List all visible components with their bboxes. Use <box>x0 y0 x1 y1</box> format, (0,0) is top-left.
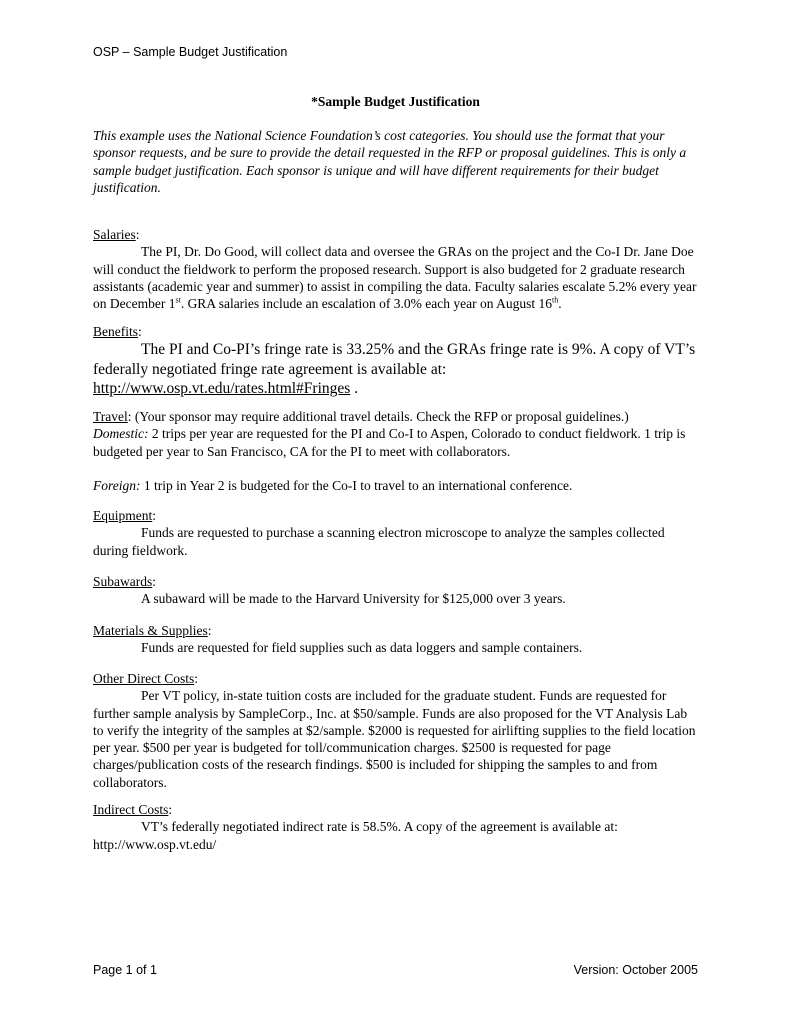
materials-text: Funds are requested for field supplies such as data loggers and sample containers. <box>141 640 583 656</box>
other-direct-costs-heading: Other Direct Costs <box>93 671 195 686</box>
travel-note: (Your sponsor may require additional travel details. Check the RFP or proposal guidelines.) <box>131 409 629 424</box>
benefits-section: Benefits: The PI and Co-PI’s fringe rate is 33.25% and the GRAs fringe rate is 9%. A copy of VT’s federally negotiated fringe rate agreement is available at: http://www.osp.vt.edu/rates.html#Fringes . <box>93 323 699 399</box>
benefits-text: The PI and Co-PI’s fringe rate is 33.25% and the GRAs fringe rate is 9%. A copy of VT’s federally negotiated fringe rate agreement is available at: http://www.osp.vt.edu/rates.html#Fringes . <box>93 341 696 398</box>
materials-section: Materials & Supplies: Funds are requested for field supplies such as data loggers and sample containers. <box>93 622 699 657</box>
salaries-text: The PI, Dr. Do Good, will collect data and oversee the GRAs on the project and the Co-I Dr. Jane Doe will conduct the fieldwork to perform the proposed research. Support is also budgeted for 2 graduate research assistants (academic year and summer) to assist in compiling the data. Faculty salaries escalate 5.2% every year on December 1st. GRA salaries include an escalation of 3.0% each year on August 16th. <box>93 244 697 312</box>
fringe-rates-link[interactable]: http://www.osp.vt.edu/rates.html#Fringes <box>93 380 351 398</box>
other-direct-costs-section: Other Direct Costs: Per VT policy, in-state tuition costs are included for the graduate student. Funds are requested for further sample analysis by SampleCorp., Inc. at $50/sample. Funds are also proposed for the VT Analysis Lab to verify the integrity of the samples at $2/sample. $2000 is requested for airlifting supplies to the field location per year. $500 per year is budgeted for toll/communication charges. $2500 is requested for page charges/publication costs of the research findings. $500 is included for shipping the samples to and from collaborators. <box>93 670 699 791</box>
subawards-text: A subaward will be made to the Harvard University for $125,000 over 3 years. <box>141 591 566 607</box>
travel-foreign: Foreign: 1 trip in Year 2 is budgeted for the Co-I to travel to an international conference. <box>93 477 573 493</box>
indirect-costs-text: VT’s federally negotiated indirect rate is 58.5%. A copy of the agreement is available at: http://www.osp.vt.edu/ <box>93 819 618 852</box>
salaries-section: Salaries: The PI, Dr. Do Good, will collect data and oversee the GRAs on the project and the Co-I Dr. Jane Doe will conduct the fieldwork to perform the proposed research. Support is also budgeted for 2 graduate research assistants (academic year and summer) to assist in compiling the data. Faculty salaries escalate 5.2% every year on December 1st. GRA salaries include an escalation of 3.0% each year on August 16th. <box>93 226 699 312</box>
equipment-text: Funds are requested to purchase a scanning electron microscope to analyze the samples collected during fieldwork. <box>93 525 665 558</box>
subawards-section: Subawards: A subaward will be made to the Harvard University for $125,000 over 3 years. <box>93 573 699 608</box>
version-label: Version: October 2005 <box>573 963 698 977</box>
page-header: OSP – Sample Budget Justification <box>93 45 288 59</box>
other-direct-costs-text: Per VT policy, in-state tuition costs are included for the graduate student. Funds are requested for further sample analysis by SampleCorp., Inc. at $50/sample. Funds are also proposed for the VT Analysis Lab to verify the integrity of the samples at $2/sample. $2000 is requested for airlifting supplies to the field location per year. $500 per year is budgeted for toll/communication charges. $2500 is requested for page charges/publication costs of the research findings. $500 is included for shipping the samples to and from collaborators. <box>93 688 696 790</box>
indirect-costs-section: Indirect Costs: VT’s federally negotiated indirect rate is 58.5%. A copy of the agreement is available at: http://www.osp.vt.edu/ <box>93 801 699 853</box>
salaries-heading: Salaries <box>93 227 136 242</box>
subawards-heading: Subawards <box>93 574 153 589</box>
travel-domestic: Domestic: 2 trips per year are requested for the PI and Co-I to Aspen, Colorado to conduct fieldwork. 1 trip is budgeted per year to San Francisco, CA for the PI to meet with collaborators. <box>93 426 686 459</box>
equipment-heading: Equipment <box>93 508 153 523</box>
page-number: Page 1 of 1 <box>93 963 157 977</box>
indirect-costs-heading: Indirect Costs <box>93 802 169 817</box>
intro-paragraph: This example uses the National Science Foundation’s cost categories. You should use the format that your sponsor requests, and be sure to provide the detail requested in the RFP or proposal guidelines. This is only a sample budget justification. Each sponsor is unique and will have different requirements for their budget justification. <box>93 128 687 195</box>
benefits-heading: Benefits <box>93 324 138 339</box>
travel-section: Travel: (Your sponsor may require additional travel details. Check the RFP or proposal guidelines.) Domestic: 2 trips per year are requested for the PI and Co-I to Aspen, Colorado to conduct fieldwork. 1 trip is budgeted per year to San Francisco, CA for the PI to meet with collaborators. Foreign: 1 trip in Year 2 is budgeted for the Co-I to travel to an international conference. <box>93 408 699 494</box>
document-title: *Sample Budget Justification <box>311 94 480 109</box>
travel-heading: Travel <box>93 409 128 424</box>
equipment-section: Equipment: Funds are requested to purchase a scanning electron microscope to analyze the samples collected during fieldwork. <box>93 507 699 559</box>
materials-heading: Materials & Supplies <box>93 623 208 638</box>
